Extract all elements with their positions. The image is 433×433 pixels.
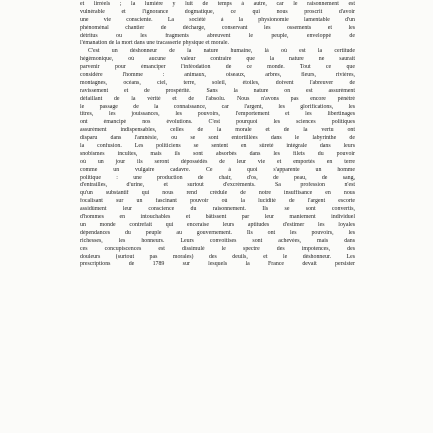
text-line: prescriptions de 1789 sur lesquels la France devait persister: [80, 261, 355, 268]
text-line: d'hommes en intouchables et bâtissent par leur maniement individuel: [80, 214, 355, 221]
text-line: comme un vulgaire cadavre. Ce à quoi s'apparente un homme: [80, 166, 355, 173]
text-line: parvenir pour émanciper l'inféodation de ce monde. Tout ce que: [80, 64, 355, 71]
text-line: et lirréels ; la lumière y luit de temps à autre, car le raisonnement est: [80, 1, 355, 7]
text-line: le passage de la connaissance, car l'argent, les glorifications, les: [80, 103, 355, 110]
text-line: snobismes incultes, mais ils sont absorbés dans les filets du pouvoir: [80, 150, 355, 157]
text-line: douleurs (surtout pas morales) des deuils, et le déshonneur. Les: [80, 253, 355, 260]
text-line: l'émanation de la mort dans une tracasserie physique et morale.: [80, 40, 229, 47]
text-line: disparu dans l'amnésie, ou se sont entortillées dans le labyrinthe de: [80, 135, 355, 142]
text-line: focalisant sur un fascinant pouvoir où la lucidité de l'argent escorte: [80, 198, 355, 205]
text-line: où un jour ils seront dépossédés de leur vie et emportés en terre: [80, 158, 355, 165]
text-line: dépendances du peuple au gouvernement. Ils ont les pouvoirs, les: [80, 229, 355, 236]
text-line: la confusion. Les politiciens se sentent en sûreté intégrale dans leurs: [80, 143, 355, 150]
text-line: titres, les jouissances, les pouvoirs, l'emportement et les libertinages: [80, 111, 355, 118]
text-line: d'entrailles, d'urine, et surtout d'excréments. Sa profession n'est: [80, 182, 355, 189]
text-line: défaillant de la vérité et de l'absolu. Nous n'avons pas encore pénétré: [80, 95, 355, 102]
text-line: une vie consciente. La société à la physionomie lamentable d'un: [80, 16, 355, 23]
text-line: richesses, les honneurs. Leurs convoitises sont achevées, mais dans: [80, 237, 355, 244]
text-line: politique : une production de chair, d'os, de peau, de sang,: [80, 174, 355, 181]
text-line: ont émancipé nos évolutions. C'est pourquoi les sciences politiques: [80, 119, 355, 126]
text-line: considère l'homme : animaux, oiseaux, arbres, fleurs, rivières,: [80, 72, 355, 79]
text-line: ravissement et de prospérité. Sans la nature on est assurément: [80, 87, 355, 94]
text-line: hégémonique, où aucune valeur contraire que la nature ne saurait: [80, 56, 355, 63]
text-line: montagnes, océans, ciel, terre, soleil, étoiles, doivent l'abreuver de: [80, 79, 355, 86]
paragraph-1: [80, 1, 355, 48]
text-line: détritus ou les fragments abreuvent le peuple, enveloppé de: [80, 32, 355, 39]
text-line: phénoménal chantier de décharge, conservant les ossements et les: [80, 24, 355, 31]
paragraph-2: [80, 48, 355, 269]
text-column: [80, 1, 355, 269]
text-line: assidûment leur conscience du raisonnement. Ils se sont convertis,: [80, 206, 355, 213]
text-line: ces concupiscences est dissimulé le spectre des impotences, des: [80, 245, 355, 252]
text-line: assurément indispensables, celles de la morale et de la vertu ont: [80, 127, 355, 134]
text-line: C'est un déshonneur de la nature humaine, là où est la certitude: [88, 48, 355, 55]
text-line: un monde contrefait qui enceraise leurs aptitudes d'estimer les loyales: [80, 221, 355, 228]
text-line: vulnérable et l'ignorance dogmatique, ce qui nous proscrit d'avoir: [80, 8, 355, 15]
text-line: qu'un substantif qui nous rend crédule de notre insuffisance en nous: [80, 190, 355, 197]
